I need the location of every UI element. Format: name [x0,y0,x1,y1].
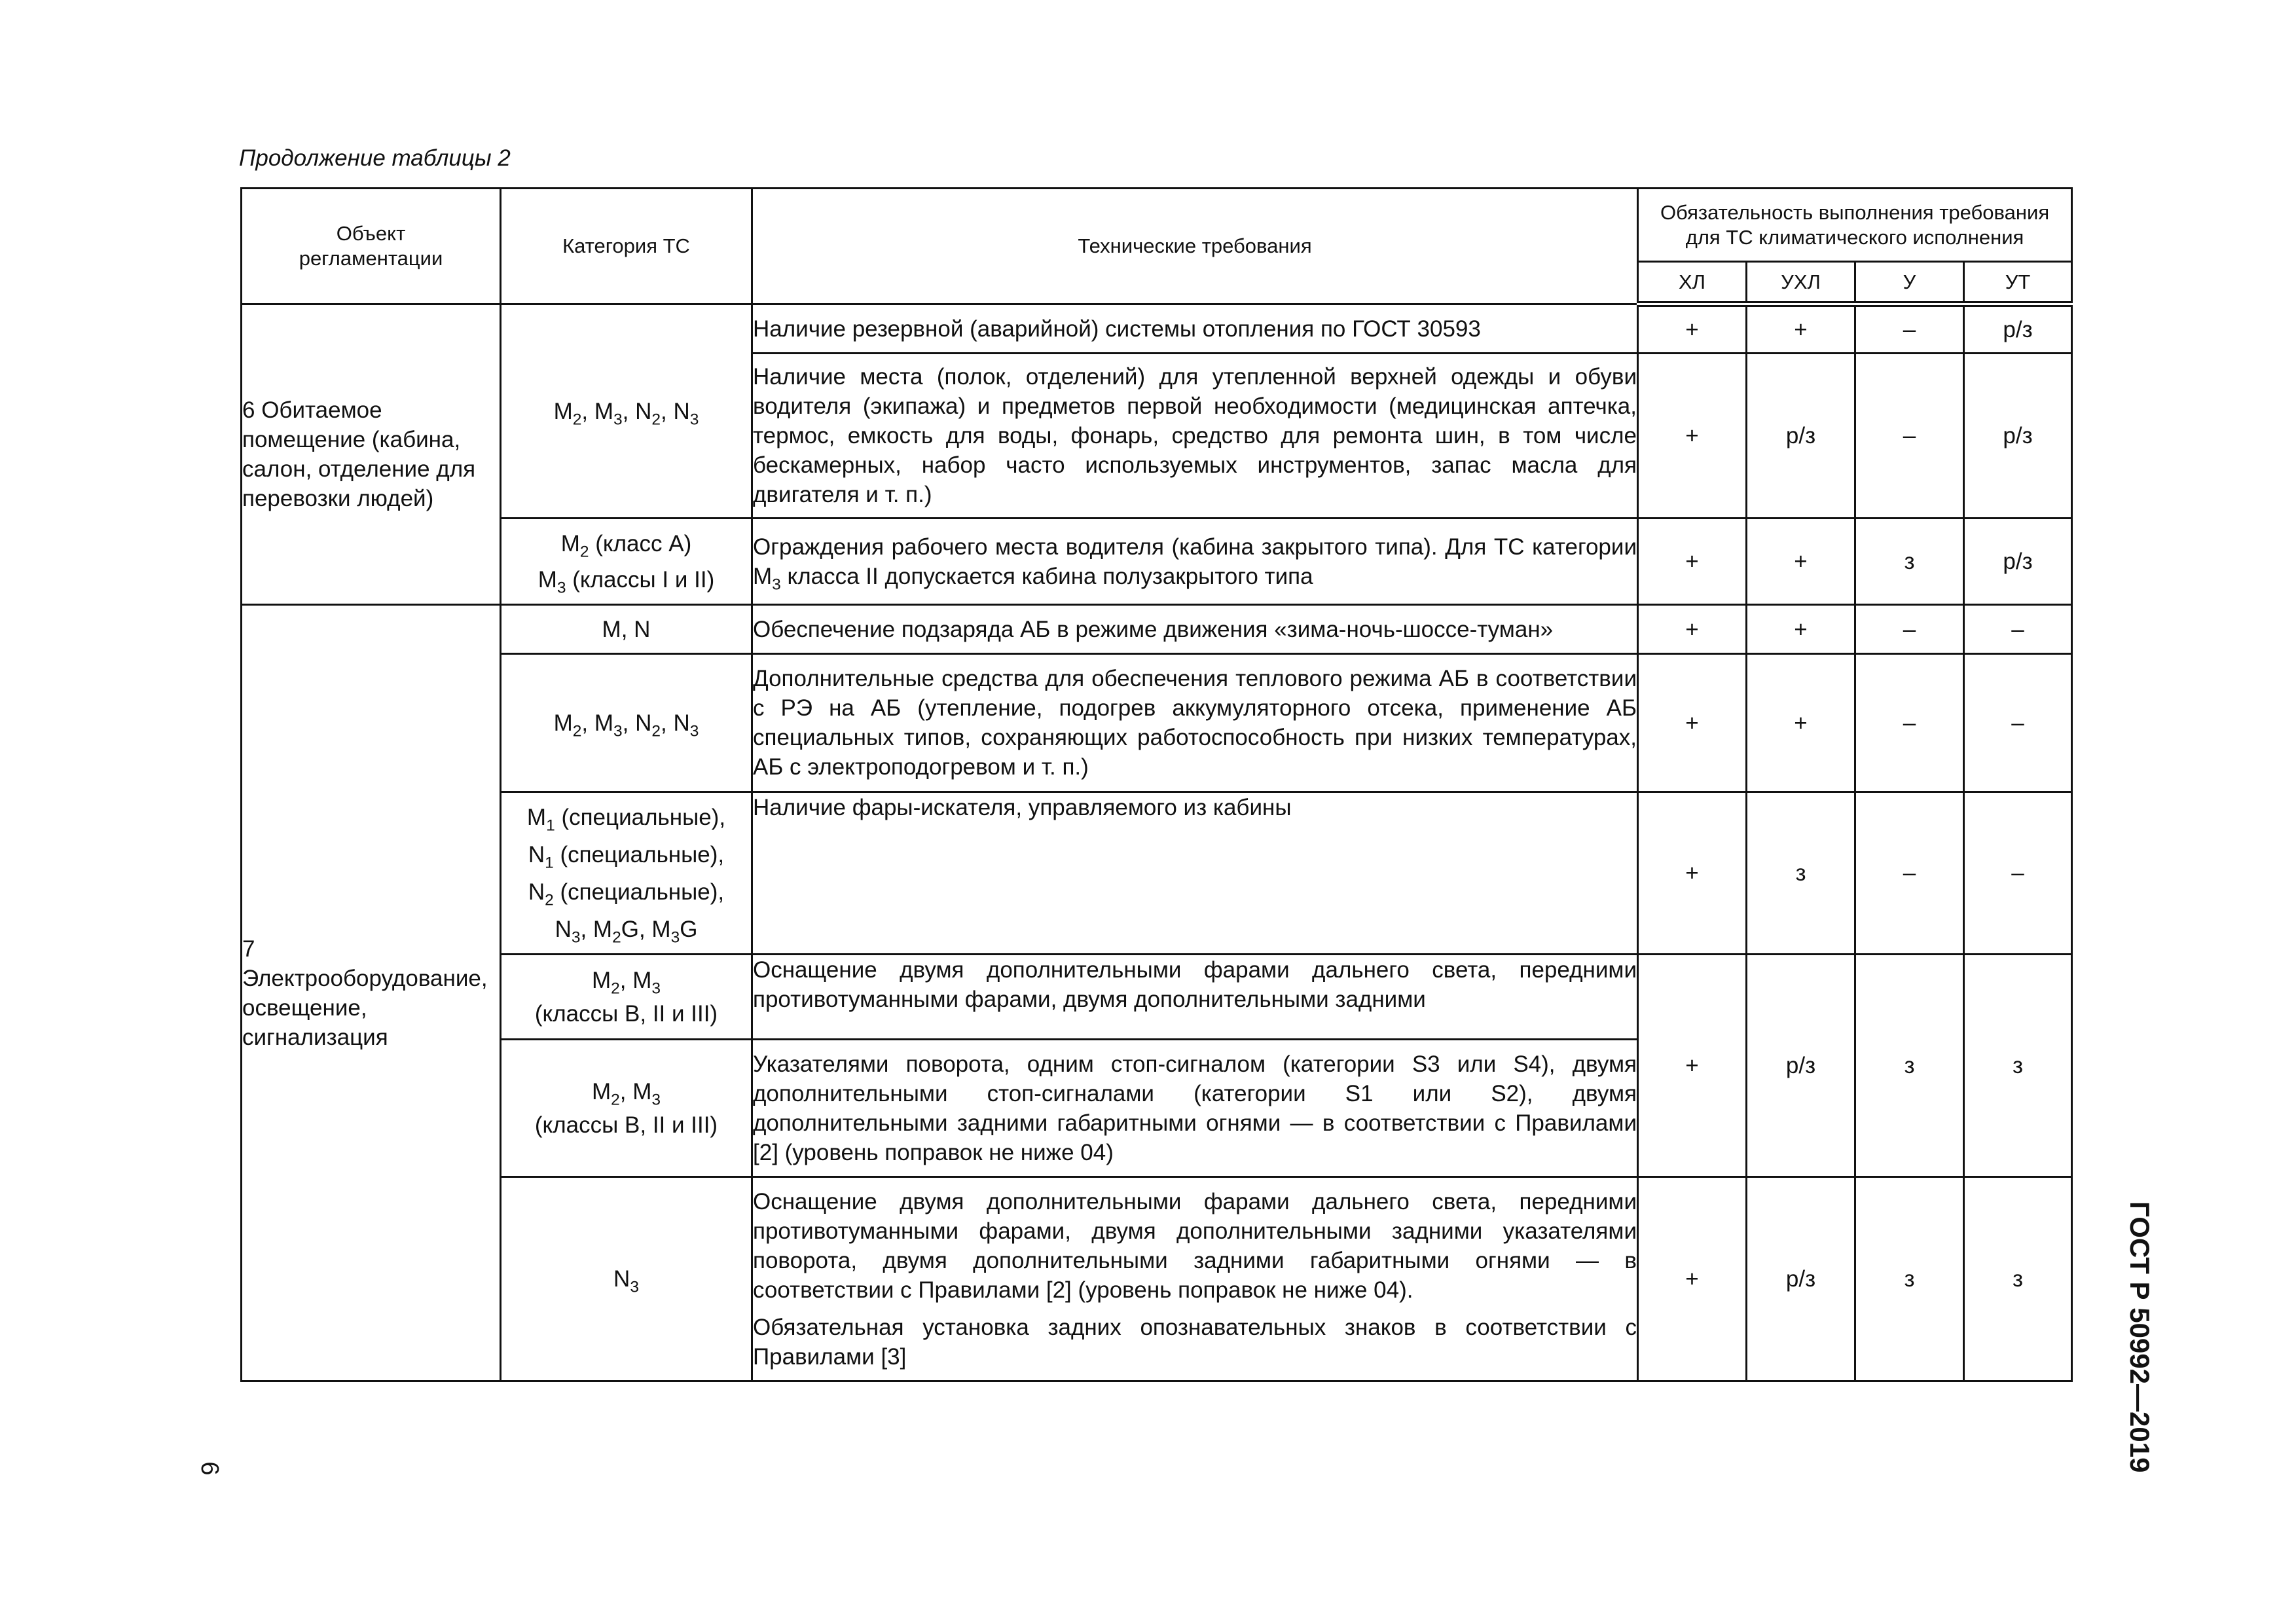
mark-cell: + [1638,955,1747,1177]
header-object: Объект регламентации [242,189,501,304]
category-cell [501,792,752,955]
mark-cell: з [1964,955,2072,1177]
header-requirements: Технические требования [752,189,1638,304]
header-climate-uhl: УХЛ [1747,262,1855,304]
category-cell [501,955,752,1040]
mark-cell: з [1855,519,1964,605]
category-cell: M, N [501,605,752,654]
table-row [242,792,2072,955]
requirement-cell: Дополнительные средства для обеспечения теплового режима АБ в соответствии с РЭ на АБ (утепление, подогрев аккумуляторного отсека, применение АБ специальных типов, сохраняющих работоспособность при низких температурах, АБ с электроподогревом и т. п.) [752,654,1638,792]
mark-cell: р/з [1964,519,2072,605]
requirement-cell: Ограждения рабочего места водителя (кабина закрытого типа). Для ТС категории $M_3$ класса II допускается кабина полузакрытого типа [752,519,1638,605]
table-row [242,1177,2072,1381]
table-row [242,955,2072,1040]
mark-cell: – [1855,354,1964,519]
mark-cell: р/з [1747,1177,1855,1381]
table-row [242,304,2072,354]
mark-cell: р/з [1747,354,1855,519]
requirement-paragraph: Обязательная установка задних опознавательных знаков в соответствии с Правилами [3] [753,1314,1637,1370]
table-row [242,519,2072,605]
header-row [242,189,2072,262]
object-cell: 6 Обитаемое помещение (кабина, салон, отделение для перевозки людей) [242,304,501,605]
table-row [242,605,2072,654]
header-climate-u: У [1855,262,1964,304]
mark-cell: з [1855,955,1964,1177]
category-line: $M_2$, $M_3$ [591,1078,661,1109]
mark-cell: – [1964,605,2072,654]
mark-cell: – [1855,792,1964,955]
category-line: $M_1$ (специальные), [526,804,726,835]
mark-cell: з [1855,1177,1964,1381]
header-climate-hl: ХЛ [1638,262,1747,304]
table-caption: Продолжение таблицы 2 [239,145,511,171]
category-line: $N_3$, $M_2G$, $M_3G$ [555,916,698,947]
category-line: (классы В, II и III) [534,1112,718,1138]
mark-cell: + [1638,519,1747,605]
category-line: $N_2$ (специальные), [528,879,725,909]
requirement-cell: Наличие резервной (аварийной) системы отопления по ГОСТ 30593 [752,304,1638,354]
mark-cell: + [1638,605,1747,654]
category-line: $M_2$, $M_3$ [591,967,661,998]
mark-cell: + [1747,654,1855,792]
category-line: (классы В, II и III) [534,1000,718,1027]
header-climate-ut: УТ [1964,262,2072,304]
requirement-cell: Наличие места (полок, отделений) для утепленной верхней одежды и обуви водителя (экипажа) и предметов первой необходимости (медицинская аптечка, термос, емкость для воды, фонарь, средство для ремонта шин, в том числе бескамерных, набор часто используемых инструментов, запас масла для двигателя и т. п.) [752,354,1638,519]
category-line: $M_2$ (класс А) [560,530,692,561]
header-climate-group: Обязательность выполнения требования для ТС климатического исполнения [1638,189,2072,262]
mark-cell: + [1638,654,1747,792]
mark-cell: – [1855,605,1964,654]
mark-cell: + [1638,304,1747,354]
mark-cell: р/з [1964,304,2072,354]
requirement-cell: Оснащение двумя дополнительными фарами дальнего света, передними противотуманными фарами, двумя дополнительными задними [752,955,1638,1040]
object-cell: 7 Электрооборудование, освещение, сигнализация [242,605,501,1381]
category-cell: $M_2$, $M_3$, $N_2$, $N_3$ [501,654,752,792]
mark-cell: + [1638,792,1747,955]
mark-cell: р/з [1747,955,1855,1177]
mark-cell: + [1638,354,1747,519]
requirement-cell: Указателями поворота, одним стоп-сигналом (категории S3 или S4), двумя дополнительными стоп-сигналами (категории S1 или S2), двумя дополнительными задними габаритными огнями — в соответствии с Правилами [2] (уровень поправок не ниже 04) [752,1040,1638,1177]
category-cell: $N_3$ [501,1177,752,1381]
mark-cell: з [1747,792,1855,955]
mark-cell: – [1964,654,2072,792]
mark-cell: – [1855,304,1964,354]
category-cell [501,1040,752,1177]
requirement-paragraph: Оснащение двумя дополнительными фарами дальнего света, передними противотуманными фарами, двумя дополнительными задними указателями поворота, двумя дополнительными задними габаритными огнями — в соответствии с Правилами [2] (уровень поправок не ниже 04). [753,1188,1637,1303]
mark-cell: – [1964,792,2072,955]
requirement-cell [752,1177,1638,1381]
mark-cell: + [1747,519,1855,605]
standard-designation: ГОСТ Р 50992—2019 [2124,1201,2155,1473]
category-line: $M_3$ (классы I и II) [538,566,715,597]
header-category: Категория ТС [501,189,752,304]
category-line: $N_1$ (специальные), [528,841,725,872]
requirement-cell: Наличие фары-искателя, управляемого из кабины [752,792,1638,955]
requirements-table [240,187,2073,1382]
mark-cell: р/з [1964,354,2072,519]
mark-cell: + [1638,1177,1747,1381]
category-cell [501,519,752,605]
page-number: 6 [196,1461,223,1476]
mark-cell: з [1964,1177,2072,1381]
mark-cell: + [1747,605,1855,654]
requirement-cell: Обеспечение подзаряда АБ в режиме движения «зима-ночь-шоссе-туман» [752,605,1638,654]
mark-cell: + [1747,304,1855,354]
category-cell: $M_2$, $M_3$, $N_2$, $N_3$ [501,304,752,519]
mark-cell: – [1855,654,1964,792]
table-row [242,654,2072,792]
